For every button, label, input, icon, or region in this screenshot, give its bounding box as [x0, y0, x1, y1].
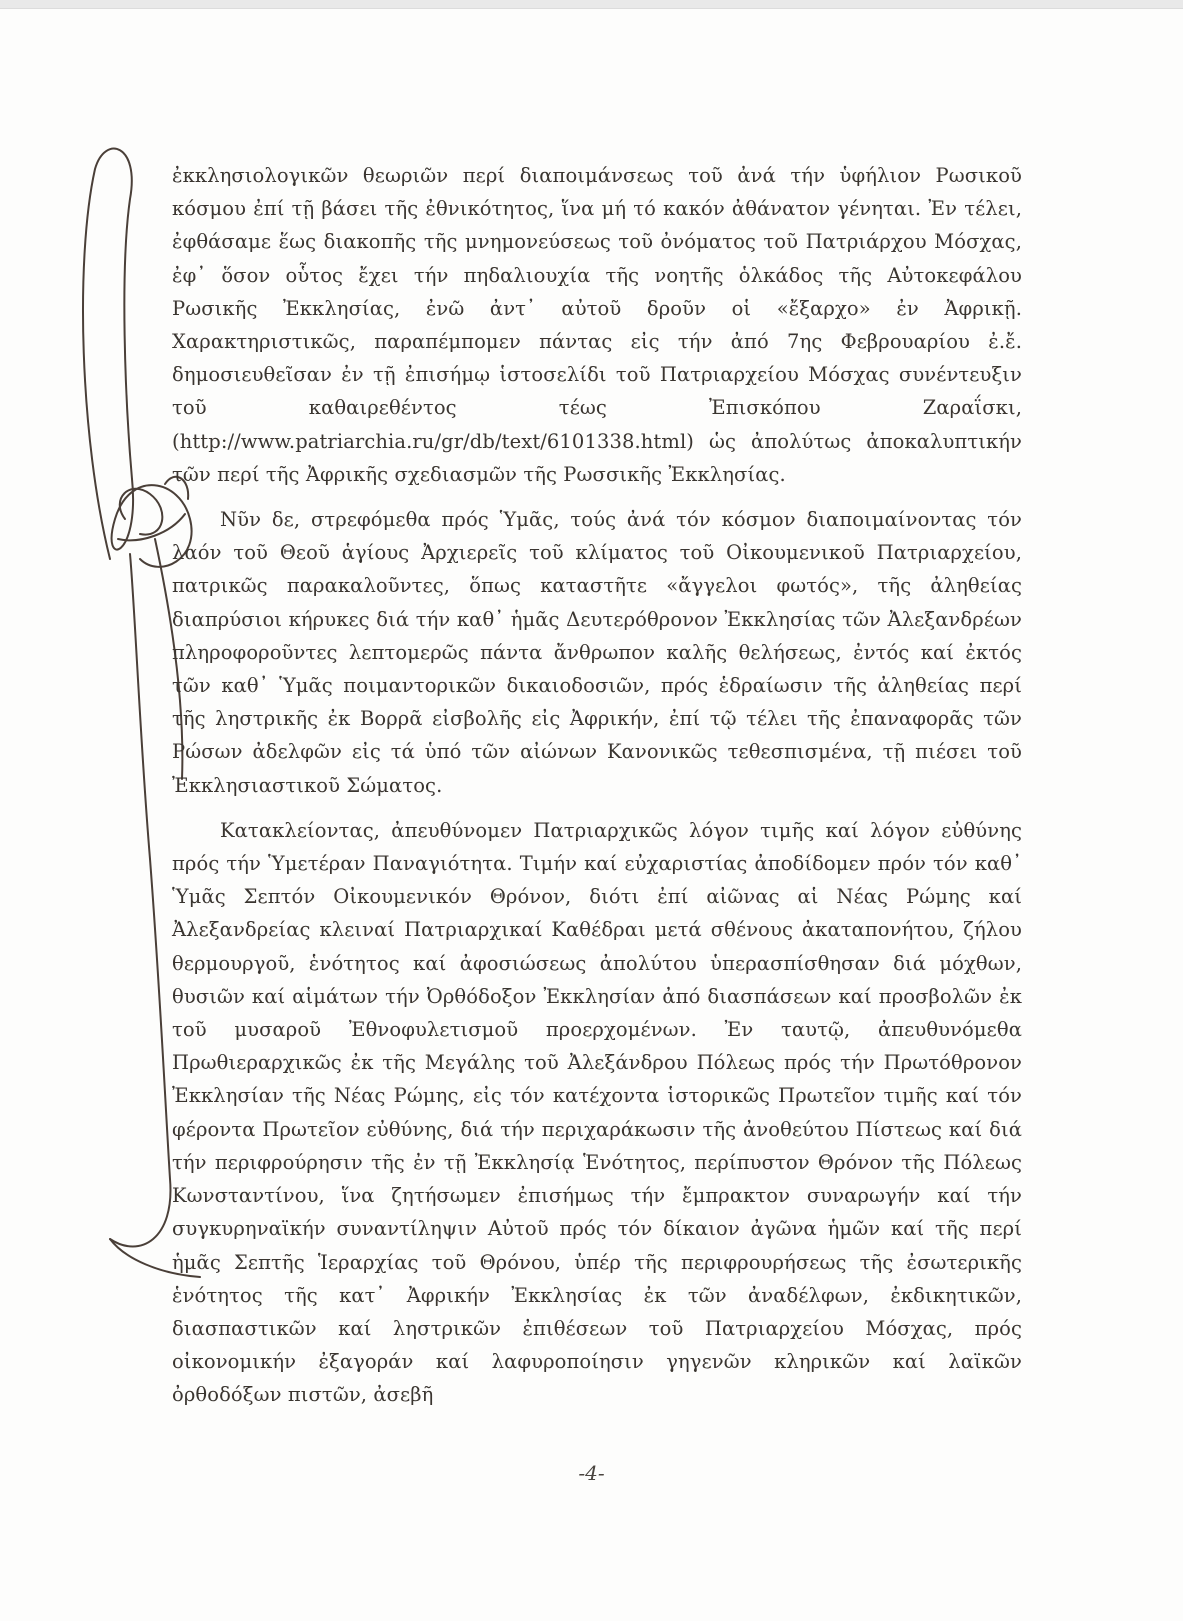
- paragraph-3: Κατακλείοντας, ἀπευθύνομεν Πατριαρχικῶς λόγον τιμῆς καί λόγον εὐθύνης πρός τήν Ὑμετέραν Παναγιότητα. Τιμήν καί εὐχαριστίας ἀποδίδομεν πρόν τόν καθ᾿ Ὑμᾶς Σεπτόν Οἰκουμενικόν Θρόνον, διότι ἐπί αἰῶνας αἱ Νέας Ρώμης καί Ἀλεξανδρείας κλειναί Πατριαρχικαί Καθέδραι μετά σθένους ἀκαταπονήτου, ζήλου θερμουργοῦ, ἑνότητος καί ἀφοσιώσεως ἀπολύτου ὑπερασπίσθησαν διά μόχθων, θυσιῶν καί αἱμάτων τήν Ὀρθόδοξον Ἐκκλησίαν ἀπό διασπάσεων καί προσβολῶν ἐκ τοῦ μυσαροῦ Ἐθνοφυλετισμοῦ προερχομένων. Ἐν ταυτῷ, ἀπευθυνόμεθα Πρωθιεραρχικῶς ἐκ τῆς Μεγάλης τοῦ Ἀλεξάνδρου Πόλεως πρός τήν Πρωτόθρονον Ἐκκλησίαν τῆς Νέας Ρώμης, εἰς τόν κατέχοντα ἱστορικῶς Πρωτεῖον τιμῆς καί τόν φέροντα Πρωτεῖον εὐθύνης, διά τήν περιχαράκωσιν τῆς ἀνοθεύτου Πίστεως καί διά τήν περιφρούρησιν τῆς ἐν τῇ Ἐκκλησίᾳ Ἑνότητος, περίπυστον Θρόνον τῆς Πόλεως Κωνσταντίνου, ἵνα ζητήσωμεν ἐπισήμως τήν ἔμπρακτον συναρωγήν καί τήν συγκυρηναϊκήν συναντίληψιν Αὐτοῦ πρός τόν δίκαιον ἀγῶνα ἡμῶν καί τῆς περί ἡμᾶς Σεπτῆς Ἱεραρχίας τοῦ Θρόνου, ὑπέρ τῆς περιφρουρήσεως τῆς ἐσωτερικῆς ἑνότητος τῆς κατ᾿ Ἀφρικήν Ἐκκλησίας ἐκ τῶν ἀναδέλφων, ἐκδικητικῶν, διασπαστικῶν καί ληστρικῶν ἐπιθέσεων τοῦ Πατριαρχείου Μόσχας, πρός οἰκονομικήν ἐξαγοράν καί λαφυροποίησιν γηγενῶν κληρικῶν καί λαϊκῶν ὀρθοδόξων πιστῶν, ἀσεβῆ: [172, 818, 1022, 1407]
- viewer-top-bar: [0, 0, 1183, 9]
- document-page: [0, 9, 1183, 1621]
- paragraph-2: Νῦν δε, στρεφόμεθα πρός Ὑμᾶς, τούς ἀνά τόν κόσμον διαποιμαίνοντας τόν λαόν τοῦ Θεοῦ ἁγίους Ἀρχιερεῖς τοῦ κλίματος τοῦ Οἰκουμενικοῦ Πατριαρχείου, πατρικῶς παρακαλοῦντες, ὅπως καταστῆτε «ἄγγελοι φωτός», τῆς ἀληθείας διαπρύσιοι κήρυκες διά τήν καθ᾿ ἡμᾶς Δευτερόθρονον Ἐκκλησίας τῶν Ἀλεξανδρέων πληροφοροῦντες λεπτομερῶς πάντα ἄνθρωπον καλῆς θελήσεως, ἐντός καί ἐκτός τῶν καθ᾿ Ὑμᾶς ποιμαντορικῶν δικαιοδοσιῶν, πρός ἑδραίωσιν τῆς ἀληθείας περί τῆς ληστρικῆς ἐκ Βορρᾶ εἰσβολῆς εἰς Ἀφρικήν, ἐπί τῷ τέλει τῆς ἐπαναφορᾶς τῶν Ρώσων ἀδελφῶν εἰς τά ὑπό τῶν αἰώνων Κανονικῶς τεθεσπισμένα, τῇ πιέσει τοῦ Ἐκκλησιαστικοῦ Σώματος.: [172, 508, 1022, 797]
- paragraph-1: ἐκκλησιολογικῶν θεωριῶν περί διαποιμάνσεως τοῦ ἀνά τήν ὑφήλιον Ρωσικοῦ κόσμου ἐπί τῇ βάσει τῆς ἐθνικότητος, ἵνα μή τό κακόν ἀθάνατον γένηται. Ἐν τέλει, ἐφθάσαμε ἕως διακοπῆς τῆς μνημονεύσεως τοῦ ὀνόματος τοῦ Πατριάρχου Μόσχας, ἐφ᾿ ὅσον οὗτος ἔχει τήν πηδαλιουχία τῆς νοητῆς ὁλκάδος τῆς Αὐτοκεφάλου Ρωσικῆς Ἐκκλησίας, ἐνῶ ἀντ᾿ αὐτοῦ δρoῦν οἱ «ἔξαρχο» ἐν Ἀφρικῇ. Χαρακτηριστικῶς, παραπέμπομεν πάντας εἰς τήν ἀπό 7ης Φεβρουαρίου ἐ.ἔ. δημοσιευθεῖσαν ἐν τῇ ἐπισήμῳ ἱστοσελίδι τοῦ Πατριαρχείου Μόσχας συνέντευξιν τοῦ καθαιρεθέντος τέως Ἐπισκόπου Ζαραΐσκι, (http://www.patriarchia.ru/gr/db/text/6101338.html) ὡς ἀπολύτως ἀποκαλυπτικήν τῶν περί τῆς Ἀφρικῆς σχεδιασμῶν τῆς Ρωσσικῆς Ἐκκλησίας.: [172, 164, 1022, 486]
- page-number: -4-: [578, 1461, 605, 1485]
- letter-body: [172, 159, 1022, 1424]
